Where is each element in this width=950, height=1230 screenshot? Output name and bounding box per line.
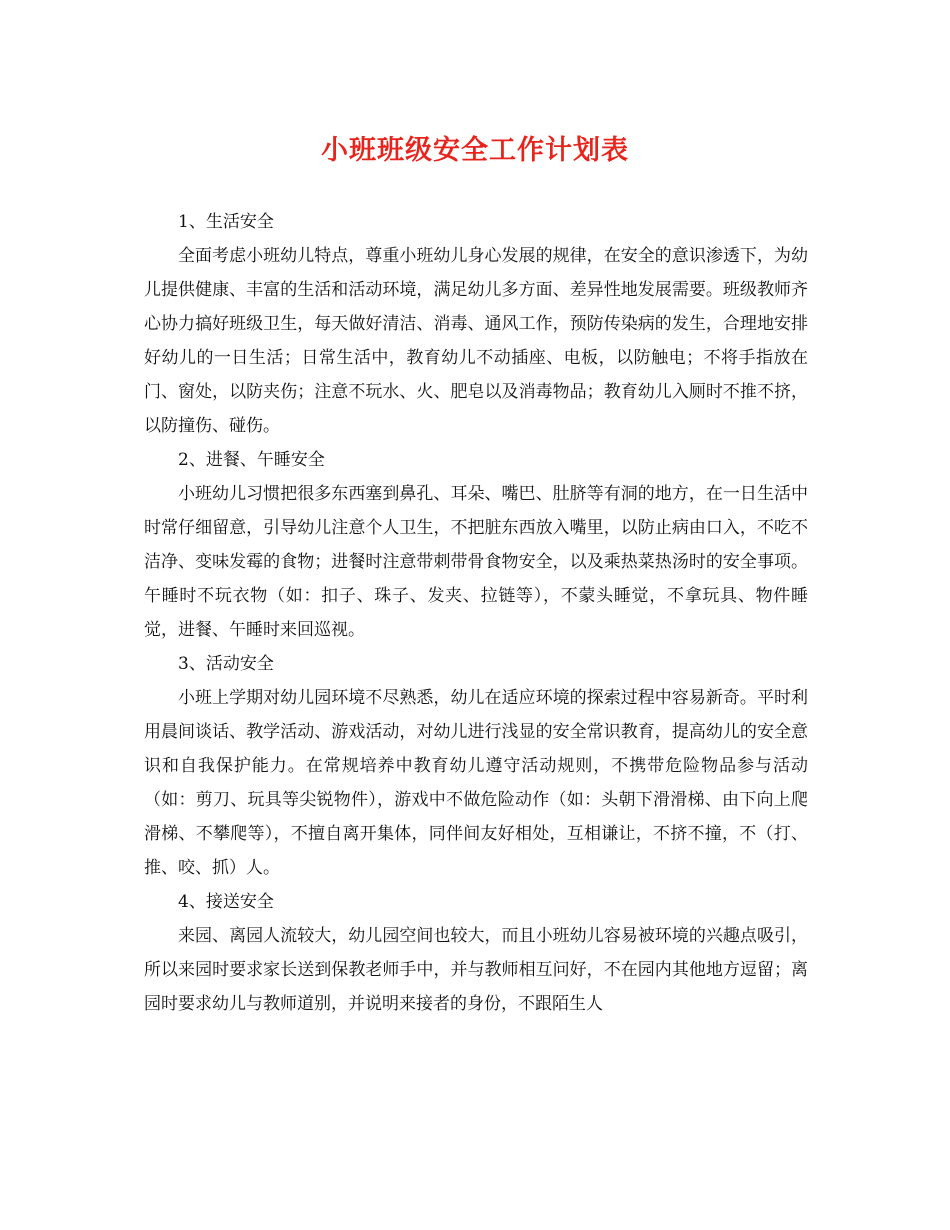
- document-body: [144, 205, 808, 1021]
- section-heading-3: 3、活动安全: [178, 654, 274, 674]
- section-paragraph-3: 小班上学期对幼儿园环境不尽熟悉，幼儿在适应环境的探索过程中容易新奇。平时利用晨间谈话、教学活动、游戏活动，对幼儿进行浅显的安全常识教育，提高幼儿的安全意识和自我保护能力。在常规培养中教育幼儿遵守活动规则，不携带危险物品参与活动（如：剪刀、玩具等尖锐物件），游戏中不做危险动作（如：头朝下滑滑梯、由下向上爬滑梯、不攀爬等），不擅自离开集体，同伴间友好相处，互相谦让，不挤不撞，不（打、推、咬、抓）人。: [144, 688, 808, 878]
- section-paragraph-2: 小班幼儿习惯把很多东西塞到鼻孔、耳朵、嘴巴、肚脐等有洞的地方，在一日生活中时常仔细留意，引导幼儿注意个人卫生，不把脏东西放入嘴里，以防止病由口入，不吃不洁净、变味发霉的食物；进餐时注意带刺带骨食物安全，以及乘热菜热汤时的安全事项。午睡时不玩衣物（如：扣子、珠子、发夹、拉链等），不蒙头睡觉，不拿玩具、物件睡觉，进餐、午睡时来回巡视。: [144, 484, 808, 640]
- section-heading-1: 1、生活安全: [178, 212, 274, 232]
- section-paragraph-1: 全面考虑小班幼儿特点，尊重小班幼儿身心发展的规律，在安全的意识渗透下，为幼儿提供健康、丰富的生活和活动环境，满足幼儿多方面、差异性地发展需要。班级教师齐心协力搞好班级卫生，每天做好清洁、消毒、通风工作，预防传染病的发生，合理地安排好幼儿的一日生活；日常生活中，教育幼儿不动插座、电板，以防触电；不将手指放在门、窗处，以防夹伤；注意不玩水、火、肥皂以及消毒物品；教育幼儿入厕时不推不挤，以防撞伤、碰伤。: [144, 246, 808, 436]
- section-heading-4: 4、接送安全: [178, 892, 274, 912]
- section-heading-2: 2、进餐、午睡安全: [178, 450, 325, 470]
- section-paragraph-4: 来园、离园人流较大，幼儿园空间也较大，而且小班幼儿容易被环境的兴趣点吸引，所以来园时要求家长送到保教老师手中，并与教师相互问好，不在园内其他地方逗留；离园时要求幼儿与教师道别，并说明来接者的身份，不跟陌生人: [144, 926, 808, 1014]
- document-title: 小班班级安全工作计划表: [321, 135, 629, 166]
